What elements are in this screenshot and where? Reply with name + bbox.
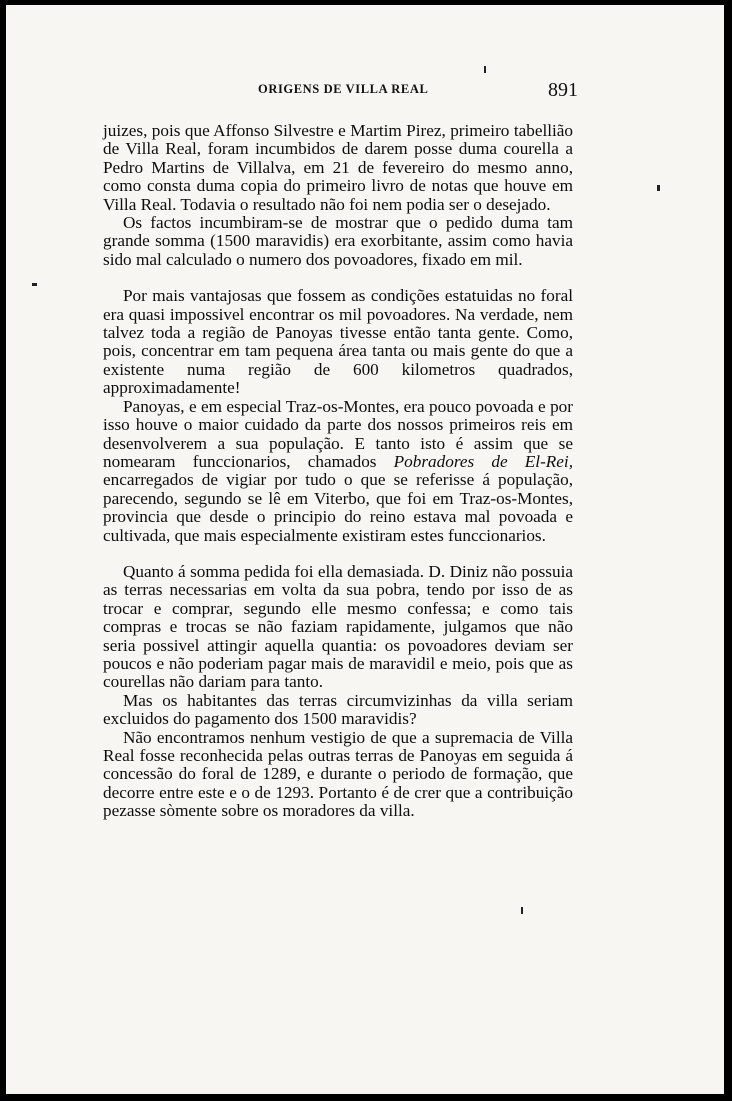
paragraph-2: Os factos incumbiram-se de mostrar que o pedido duma tam grande somma (1500 maravidis) era exorbitante, assim como havia sido mal calculado o numero dos povoadores, fixado em mil. — [103, 213, 573, 269]
paragraph-4-italic-term: Pobradores de El-Rei, — [393, 451, 573, 471]
scan-speck — [32, 283, 37, 286]
scan-speck — [484, 66, 486, 73]
scan-speck — [521, 907, 523, 914]
paragraph-4-text-end: encarregados de vigiar por tudo o que se referisse á população, parecendo, segundo se lê em Viterbo, que foi em Traz-os-Montes, provincia que desde o principio do reino estava mal povoada e cultivada, que mais especialmente existiram estes funccionarios. — [103, 470, 573, 545]
paragraph-1: juizes, pois que Affonso Silvestre e Martim Pirez, primeiro tabellião de Villa Real, foram incumbidos de darem posse duma courella a Pedro Martins de Villalva, em 21 de fevereiro do mesmo anno, como consta duma copia do primeiro livro de notas que houve em Villa Real. Todavia o resultado não foi nem podia ser o desejado. — [103, 121, 573, 214]
book-page — [6, 5, 724, 1094]
paragraph-6: Mas os habitantes das terras circumvizinhas da villa seriam excluidos do pagamento dos 1500 maravidis? — [103, 690, 573, 729]
paragraph-5: Quanto á somma pedida foi ella demasiada. D. Diniz não possuia as terras necessarias em volta da sua pobra, tendo por isso de as trocar e comprar, segundo elle mesmo confessa; e como tais compras e trocas se não faziam rapidamente, julgamos que não seria possivel attingir aquella quantia: os povoadores deviam ser poucos e não poderiam pagar mais de maravidil e meio, pois que as courellas não dariam para tanto. — [103, 561, 573, 692]
paragraph-4 — [103, 398, 573, 545]
scan-speck — [657, 185, 660, 191]
page-header — [6, 79, 724, 101]
running-title: ORIGENS DE VILLA REAL — [258, 82, 429, 96]
paragraph-3: Por mais vantajosas que fossem as condições estatuidas no foral era quasi impossivel encontrar os mil povoadores. Na verdade, nem talvez toda a região de Panoyas tivesse então tanta gente. Como, pois, concentrar em tam pequena área tanta ou mais gente do que a existente numa região de 600 kilometros quadrados, approximadamente! — [103, 286, 573, 398]
paragraph-4-text-start: Panoyas, e em especial Traz-os-Montes, era pouco povoada e por isso houve o maior cuidado da parte dos nossos primeiros reis em desenvolverem a sua população. E tanto isto é assim que se nomearam funccionarios, chamados — [103, 396, 573, 471]
page-number: 891 — [548, 79, 578, 101]
body-text — [103, 122, 573, 821]
paragraph-7: Não encontramos nenhum vestigio de que a supremacia de Villa Real fosse reconhecida pelas outras terras de Panoyas em seguida á concessão do foral de 1289, e durante o periodo de formação, que decorre entre este e o de 1293. Portanto é de crer que a contribuição pezasse sòmente sobre os moradores da villa. — [103, 727, 573, 821]
